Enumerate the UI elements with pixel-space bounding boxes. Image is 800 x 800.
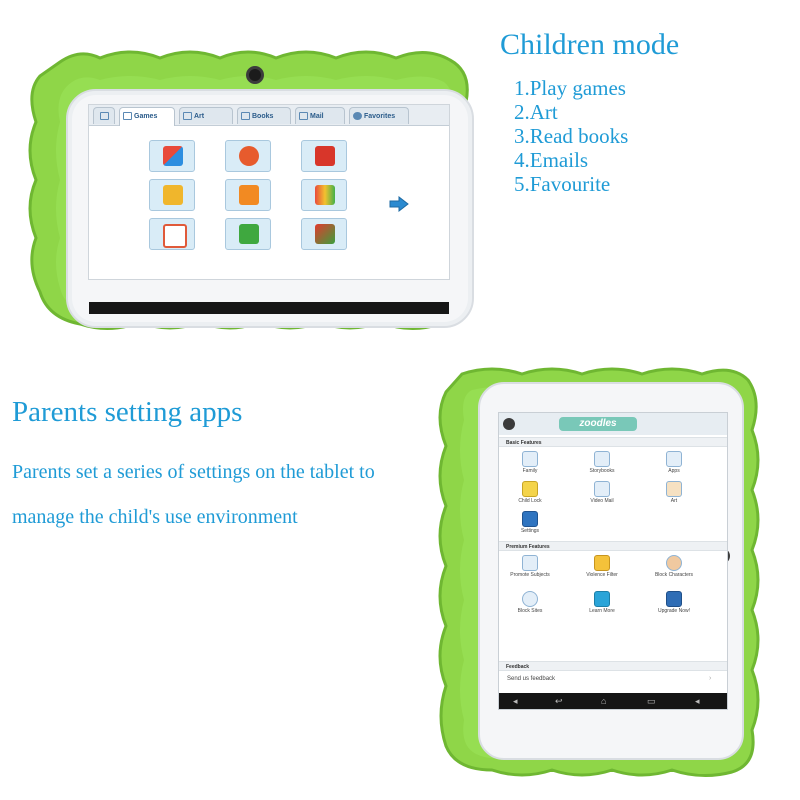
game-cartoon[interactable]	[149, 179, 195, 211]
setting-family[interactable]: Family	[507, 451, 553, 474]
fruit-icon	[239, 146, 259, 166]
home-tab[interactable]	[93, 107, 115, 124]
feedback-header: Feedback	[499, 661, 727, 671]
art-icon	[183, 112, 192, 120]
camera-icon	[246, 66, 264, 84]
tablet-screen	[498, 412, 728, 710]
game-kids-puzzle[interactable]	[149, 140, 195, 172]
setting-promote-subjects[interactable]: Promote Subjects	[507, 555, 553, 578]
games-icon	[123, 112, 132, 120]
block-icon	[522, 591, 538, 607]
game-memory-cards[interactable]	[149, 218, 195, 250]
app-header	[499, 413, 727, 435]
art-brush-icon	[666, 481, 682, 497]
game-abc-alphabet[interactable]	[301, 218, 347, 250]
setting-settings[interactable]: Settings	[507, 511, 553, 534]
abc-icon	[522, 555, 538, 571]
family-icon	[522, 451, 538, 467]
tab-bar	[89, 105, 449, 126]
tab-games[interactable]: Games	[119, 107, 175, 126]
lightbulb-icon	[594, 591, 610, 607]
feature-item: 4.Emails	[514, 148, 589, 172]
hat-icon	[666, 591, 682, 607]
setting-art[interactable]: Art	[651, 481, 697, 504]
recent-apps-icon[interactable]: ▭	[647, 696, 656, 706]
game-abc-blocks[interactable]	[301, 140, 347, 172]
apps-icon	[666, 451, 682, 467]
parents-description: Parents set a series of settings on the tablet to manage the child's use environment	[12, 461, 375, 528]
system-navbar	[89, 302, 449, 314]
memory-cards-icon	[163, 224, 187, 248]
game-grid	[89, 126, 449, 264]
tablet-screen	[88, 104, 450, 280]
gear-icon	[522, 511, 538, 527]
send-feedback-link[interactable]: Send us feedback	[507, 676, 556, 682]
setting-block-characters[interactable]: Block Characters	[651, 555, 697, 578]
home-nav-icon[interactable]: ⌂	[601, 696, 607, 706]
mail-icon	[594, 481, 610, 497]
setting-storybooks[interactable]: Storybooks	[579, 451, 625, 474]
setting-block-sites[interactable]: Block Sites	[507, 591, 553, 614]
abc-blocks-icon	[315, 146, 335, 166]
children-mode-heading: Children mode	[500, 28, 680, 61]
premium-features-header: Premium Features	[499, 541, 727, 551]
tab-mail[interactable]: Mail	[295, 107, 345, 124]
system-navbar	[499, 693, 727, 709]
shapes-icon	[315, 185, 335, 205]
lock-icon	[522, 481, 538, 497]
volume-down-icon[interactable]: ◂	[513, 696, 518, 706]
kids-puzzle-icon	[163, 146, 183, 166]
children-features-list	[514, 76, 628, 196]
tab-favorites[interactable]: Favorites	[349, 107, 409, 124]
game-letters[interactable]	[225, 179, 271, 211]
parents-heading: Parents setting apps	[12, 396, 243, 428]
setting-upgrade-now[interactable]: Upgrade Now!	[651, 591, 697, 614]
setting-apps[interactable]: Apps	[651, 451, 697, 474]
game-fruit[interactable]	[225, 140, 271, 172]
zoodles-logo: zoodles	[559, 417, 637, 431]
feature-item: 3.Read books	[514, 124, 629, 148]
feature-item: 2.Art	[514, 100, 558, 124]
game-shapes[interactable]	[301, 179, 347, 211]
storybooks-icon	[594, 451, 610, 467]
back-nav-icon[interactable]: ↩	[555, 696, 563, 706]
game-tree[interactable]	[225, 218, 271, 250]
chevron-right-icon: ›	[709, 675, 712, 682]
letters-icon	[239, 185, 259, 205]
setting-child-lock[interactable]: Child Lock	[507, 481, 553, 504]
abc-alphabet-icon	[315, 224, 335, 244]
home-icon	[100, 112, 109, 120]
tree-icon	[239, 224, 259, 244]
pow-icon	[594, 555, 610, 571]
books-icon	[241, 112, 250, 120]
basic-features-header: Basic Features	[499, 437, 727, 447]
setting-violence-filter[interactable]: Violence Filter	[579, 555, 625, 578]
volume-up-icon[interactable]: ◂	[695, 696, 700, 706]
character-icon	[666, 555, 682, 571]
next-arrow-icon[interactable]	[389, 196, 409, 212]
setting-video-mail[interactable]: Video Mail	[579, 481, 625, 504]
feature-item: 5.Favourite	[514, 172, 611, 196]
setting-learn-more[interactable]: Learn More	[579, 591, 625, 614]
back-button-icon[interactable]	[503, 418, 515, 430]
tablet-parents-settings	[432, 360, 764, 780]
tab-art[interactable]: Art	[179, 107, 233, 124]
tablet-children-mode	[20, 42, 476, 334]
mail-icon	[299, 112, 308, 120]
tab-books[interactable]: Books	[237, 107, 291, 124]
heart-icon	[353, 112, 362, 120]
cartoon-icon	[163, 185, 183, 205]
feature-item: 1.Play games	[514, 76, 626, 100]
